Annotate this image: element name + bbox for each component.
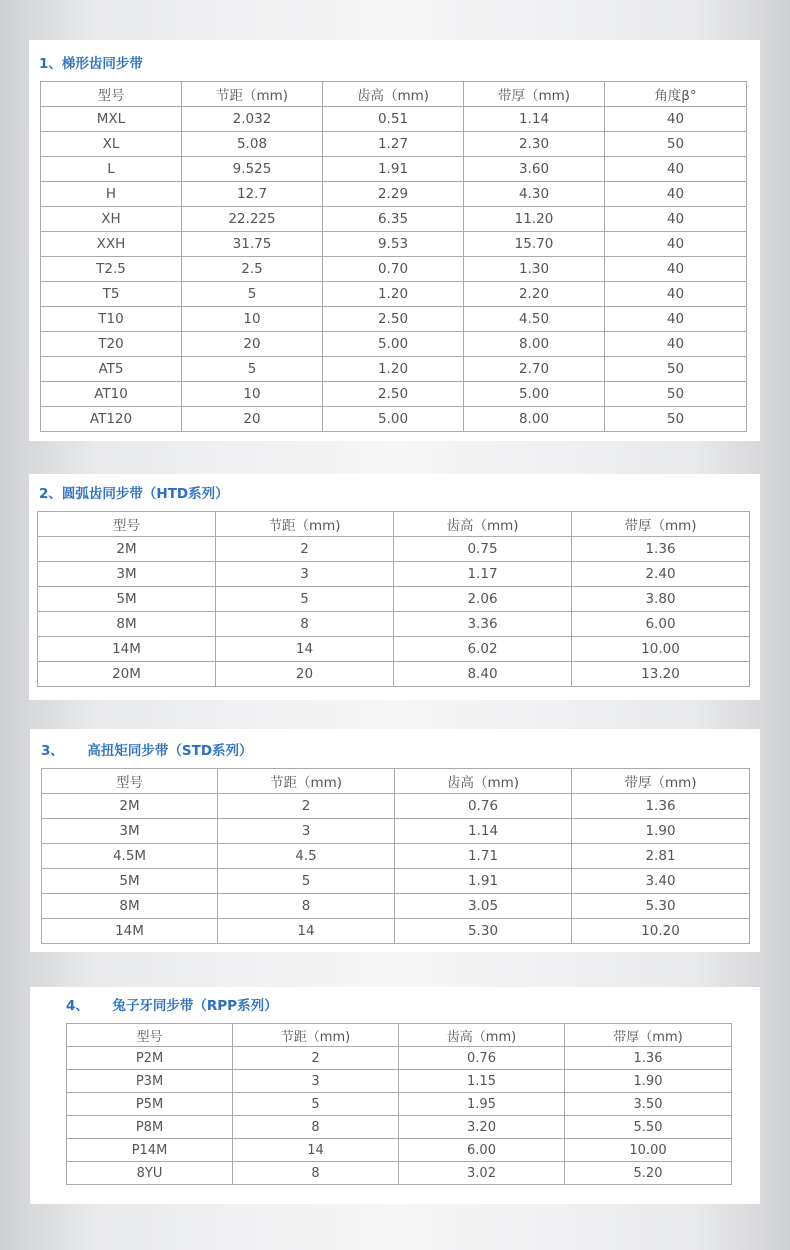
belt-thickness-cell: 2.30 [464,132,605,157]
model-cell: 2M [42,794,218,819]
table-row [41,107,747,132]
pitch-cell: 2 [216,537,394,562]
model-cell: AT10 [41,382,182,407]
model-cell: L [41,157,182,182]
tooth-height-cell: 2.06 [394,587,572,612]
pitch-cell: 5 [216,587,394,612]
tooth-height-cell: 5.30 [395,919,572,944]
header-cell-belt-thickness: 带厚（mm) [572,512,750,537]
belt-thickness-cell: 1.14 [464,107,605,132]
table-row [38,637,750,662]
pitch-cell: 2 [233,1047,399,1070]
header-cell-pitch: 节距（mm) [216,512,394,537]
rpp-belt-section [30,987,760,1204]
angle-cell: 40 [605,257,747,282]
model-cell: 8YU [67,1162,233,1185]
tooth-height-cell: 1.15 [399,1070,565,1093]
model-cell: T5 [41,282,182,307]
table-row [41,332,747,357]
trapezoidal-belt-section [29,40,760,441]
angle-cell: 40 [605,157,747,182]
header-cell-belt-thickness: 带厚（mm) [565,1024,732,1047]
pitch-cell: 20 [182,332,323,357]
table-row [38,612,750,637]
pitch-cell: 10 [182,307,323,332]
tooth-height-cell: 1.91 [395,869,572,894]
tooth-height-cell: 0.75 [394,537,572,562]
pitch-cell: 14 [218,919,395,944]
model-cell: 2M [38,537,216,562]
pitch-cell: 4.5 [218,844,395,869]
pitch-cell: 31.75 [182,232,323,257]
pitch-cell: 22.225 [182,207,323,232]
tooth-height-cell: 2.50 [323,307,464,332]
angle-cell: 40 [605,232,747,257]
belt-thickness-cell: 6.00 [572,612,750,637]
tooth-height-cell: 1.14 [395,819,572,844]
table-row [67,1093,732,1116]
table-row [41,132,747,157]
table-row [38,537,750,562]
table-row [42,819,750,844]
section-title: 1、梯形齿同步带 [39,56,143,72]
belt-thickness-cell: 1.90 [572,819,750,844]
angle-cell: 50 [605,132,747,157]
angle-cell: 50 [605,357,747,382]
pitch-cell: 2.5 [182,257,323,282]
tooth-height-cell: 5.00 [323,407,464,432]
tooth-height-cell: 1.91 [323,157,464,182]
header-row [38,512,750,537]
tooth-height-cell: 1.71 [395,844,572,869]
pitch-cell: 3 [233,1070,399,1093]
table-row [67,1139,732,1162]
header-cell-model: 型号 [42,769,218,794]
table-row [41,232,747,257]
table-row [41,407,747,432]
table-row [42,794,750,819]
pitch-cell: 5.08 [182,132,323,157]
model-cell: XXH [41,232,182,257]
pitch-cell: 5 [182,357,323,382]
table-row [41,207,747,232]
table-row [41,182,747,207]
model-cell: P3M [67,1070,233,1093]
table-row [67,1116,732,1139]
tooth-height-cell: 3.20 [399,1116,565,1139]
belt-thickness-cell: 2.20 [464,282,605,307]
angle-cell: 40 [605,282,747,307]
table-row [41,282,747,307]
section-title: 2、圆弧齿同步带（HTD系列） [39,486,229,502]
belt-thickness-cell: 8.00 [464,407,605,432]
angle-cell: 40 [605,207,747,232]
belt-thickness-cell: 5.30 [572,894,750,919]
pitch-cell: 5 [218,869,395,894]
spec-table [41,768,750,944]
pitch-cell: 8 [233,1162,399,1185]
pitch-cell: 3 [218,819,395,844]
pitch-cell: 2.032 [182,107,323,132]
pitch-cell: 5 [182,282,323,307]
angle-cell: 40 [605,107,747,132]
tooth-height-cell: 2.29 [323,182,464,207]
tooth-height-cell: 1.20 [323,282,464,307]
section-title: 4、 兔子牙同步带（RPP系列） [66,998,278,1014]
tooth-height-cell: 6.00 [399,1139,565,1162]
pitch-cell: 14 [216,637,394,662]
belt-thickness-cell: 3.60 [464,157,605,182]
angle-cell: 40 [605,332,747,357]
belt-thickness-cell: 3.40 [572,869,750,894]
tooth-height-cell: 1.27 [323,132,464,157]
header-cell-pitch: 节距（mm) [218,769,395,794]
table-row [41,357,747,382]
tooth-height-cell: 5.00 [323,332,464,357]
model-cell: P5M [67,1093,233,1116]
belt-thickness-cell: 3.80 [572,587,750,612]
belt-thickness-cell: 5.20 [565,1162,732,1185]
header-cell-angle: 角度β° [605,82,747,107]
model-cell: H [41,182,182,207]
belt-thickness-cell: 4.50 [464,307,605,332]
table-row [67,1162,732,1185]
pitch-cell: 12.7 [182,182,323,207]
table-row [67,1070,732,1093]
spec-table [40,81,747,432]
belt-thickness-cell: 10.00 [565,1139,732,1162]
angle-cell: 40 [605,307,747,332]
table-row [38,662,750,687]
model-cell: 20M [38,662,216,687]
belt-thickness-cell: 2.70 [464,357,605,382]
tooth-height-cell: 0.76 [399,1047,565,1070]
std-belt-section [30,729,760,952]
model-cell: XH [41,207,182,232]
belt-thickness-cell: 1.30 [464,257,605,282]
header-row [41,82,747,107]
belt-thickness-cell: 3.50 [565,1093,732,1116]
belt-thickness-cell: 2.81 [572,844,750,869]
tooth-height-cell: 1.20 [323,357,464,382]
table-row [41,307,747,332]
pitch-cell: 3 [216,562,394,587]
belt-thickness-cell: 5.50 [565,1116,732,1139]
model-cell: AT5 [41,357,182,382]
tooth-height-cell: 1.95 [399,1093,565,1116]
model-cell: 5M [42,869,218,894]
model-cell: T2.5 [41,257,182,282]
table-row [41,382,747,407]
model-cell: P14M [67,1139,233,1162]
header-row [42,769,750,794]
table-row [42,894,750,919]
header-cell-tooth-height: 齿高（mm) [394,512,572,537]
model-cell: 3M [38,562,216,587]
model-cell: T10 [41,307,182,332]
angle-cell: 50 [605,382,747,407]
belt-thickness-cell: 13.20 [572,662,750,687]
table-row [38,587,750,612]
angle-cell: 40 [605,182,747,207]
belt-thickness-cell: 5.00 [464,382,605,407]
header-cell-model: 型号 [41,82,182,107]
header-cell-pitch: 节距（mm) [233,1024,399,1047]
header-cell-tooth-height: 齿高（mm) [323,82,464,107]
model-cell: 14M [42,919,218,944]
pitch-cell: 8 [218,894,395,919]
tooth-height-cell: 6.02 [394,637,572,662]
header-cell-tooth-height: 齿高（mm) [395,769,572,794]
belt-thickness-cell: 2.40 [572,562,750,587]
tooth-height-cell: 3.36 [394,612,572,637]
model-cell: 3M [42,819,218,844]
belt-thickness-cell: 11.20 [464,207,605,232]
belt-thickness-cell: 10.00 [572,637,750,662]
belt-thickness-cell: 4.30 [464,182,605,207]
tooth-height-cell: 3.05 [395,894,572,919]
spec-table [37,511,750,687]
spec-table [66,1023,732,1185]
angle-cell: 50 [605,407,747,432]
header-cell-model: 型号 [38,512,216,537]
pitch-cell: 10 [182,382,323,407]
belt-thickness-cell: 1.36 [572,537,750,562]
table-row [42,869,750,894]
tooth-height-cell: 6.35 [323,207,464,232]
pitch-cell: 8 [216,612,394,637]
pitch-cell: 2 [218,794,395,819]
belt-thickness-cell: 10.20 [572,919,750,944]
model-cell: 8M [38,612,216,637]
tooth-height-cell: 3.02 [399,1162,565,1185]
table-row [42,919,750,944]
belt-thickness-cell: 15.70 [464,232,605,257]
header-cell-belt-thickness: 带厚（mm) [572,769,750,794]
model-cell: 8M [42,894,218,919]
header-cell-pitch: 节距（mm) [182,82,323,107]
pitch-cell: 20 [182,407,323,432]
model-cell: P2M [67,1047,233,1070]
htd-belt-section [29,474,760,700]
pitch-cell: 14 [233,1139,399,1162]
belt-thickness-cell: 1.90 [565,1070,732,1093]
table-row [38,562,750,587]
model-cell: 5M [38,587,216,612]
table-row [67,1047,732,1070]
header-cell-model: 型号 [67,1024,233,1047]
pitch-cell: 8 [233,1116,399,1139]
table-row [42,844,750,869]
tooth-height-cell: 1.17 [394,562,572,587]
tooth-height-cell: 0.76 [395,794,572,819]
tooth-height-cell: 9.53 [323,232,464,257]
model-cell: T20 [41,332,182,357]
tooth-height-cell: 2.50 [323,382,464,407]
tooth-height-cell: 0.70 [323,257,464,282]
model-cell: P8M [67,1116,233,1139]
belt-thickness-cell: 1.36 [565,1047,732,1070]
section-title: 3、 高扭矩同步带（STD系列） [41,743,253,759]
belt-thickness-cell: 1.36 [572,794,750,819]
pitch-cell: 20 [216,662,394,687]
header-cell-belt-thickness: 带厚（mm) [464,82,605,107]
header-row [67,1024,732,1047]
tooth-height-cell: 0.51 [323,107,464,132]
belt-thickness-cell: 8.00 [464,332,605,357]
tooth-height-cell: 8.40 [394,662,572,687]
model-cell: AT120 [41,407,182,432]
model-cell: MXL [41,107,182,132]
model-cell: 14M [38,637,216,662]
header-cell-tooth-height: 齿高（mm) [399,1024,565,1047]
model-cell: XL [41,132,182,157]
table-row [41,157,747,182]
pitch-cell: 5 [233,1093,399,1116]
model-cell: 4.5M [42,844,218,869]
pitch-cell: 9.525 [182,157,323,182]
table-row [41,257,747,282]
